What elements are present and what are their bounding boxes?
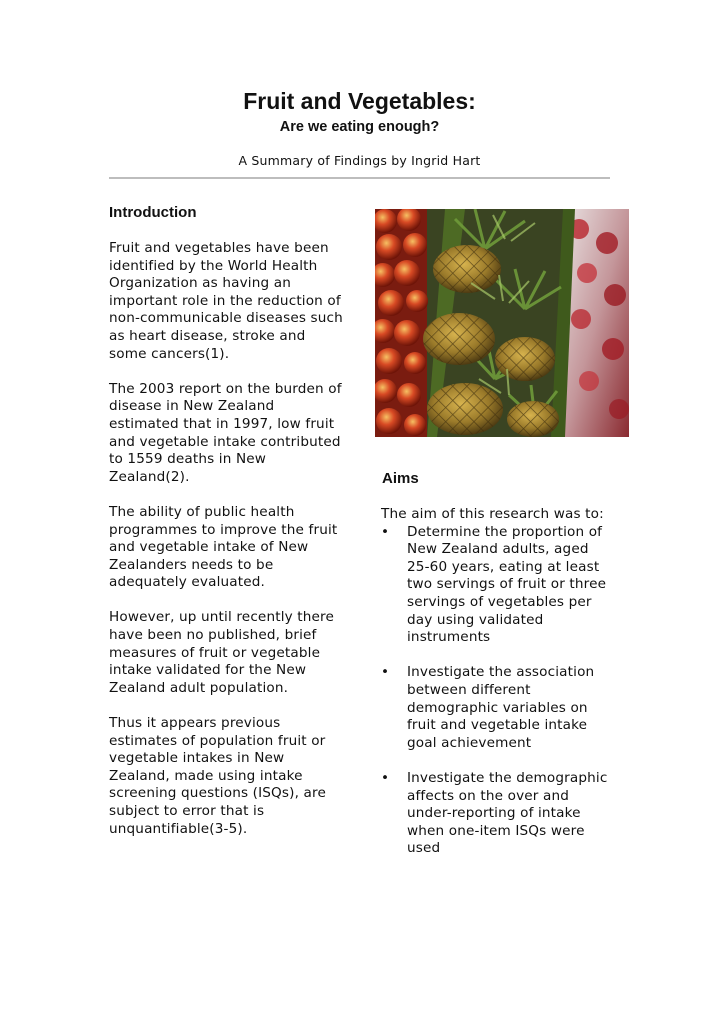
introduction-column [109,240,345,856]
aim-text: Determine the proportion of New Zealand adults, aged 25-60 years, eating at least two servings of fruit or three servings of vegetables per day using validated instruments [407,523,607,646]
aim-text: Investigate the association between different demographic variables on fruit and vegetable intake goal achievement [407,664,595,751]
intro-paragraph-3: The ability of public health programmes to improve the fruit and vegetable intake of New Zealanders needs to be adequately evaluated. [109,503,338,591]
list-item [381,664,613,752]
aim-text: Investigate the demographic affects on the over and under-reporting of intake when one-item ISQs were used [407,769,608,857]
bullet-icon: • [381,769,390,786]
byline: A Summary of Findings by Ingrid Hart [238,153,481,168]
aims-list [381,524,613,858]
bullet-icon: • [381,664,390,681]
introduction-heading: Introduction [109,204,197,221]
aims-intro: The aim of this research was to: [381,506,604,522]
fruit-photo [375,209,629,437]
bullet-icon: • [381,523,390,540]
header-divider [109,177,610,179]
aims-column [381,506,613,875]
list-item [381,524,613,647]
list-item [381,770,613,858]
intro-paragraph-2: The 2003 report on the burden of disease in New Zealand estimated that in 1997, low fruit and vegetable intake contributed to 1559 deaths in New Zealand(2). [109,380,342,485]
intro-paragraph-4: However, up until recently there have been no published, brief measures of fruit or vegetable intake validated for the New Zealand adult population. [109,609,335,696]
page-title: Fruit and Vegetables: [243,88,476,114]
aims-heading: Aims [382,470,419,487]
page-subtitle: Are we eating enough? [279,119,440,135]
intro-paragraph-1: Fruit and vegetables have been identified by the World Health Organization as having an important role in the reduction of non-communicable diseases such as heart disease, stroke and some cancers(1). [109,240,343,362]
intro-paragraph-5: Thus it appears previous estimates of population fruit or vegetable intakes in New Zealand, made using intake screening questions (ISQs), are subject to error that is unquantifiable(3-5). [109,715,326,837]
